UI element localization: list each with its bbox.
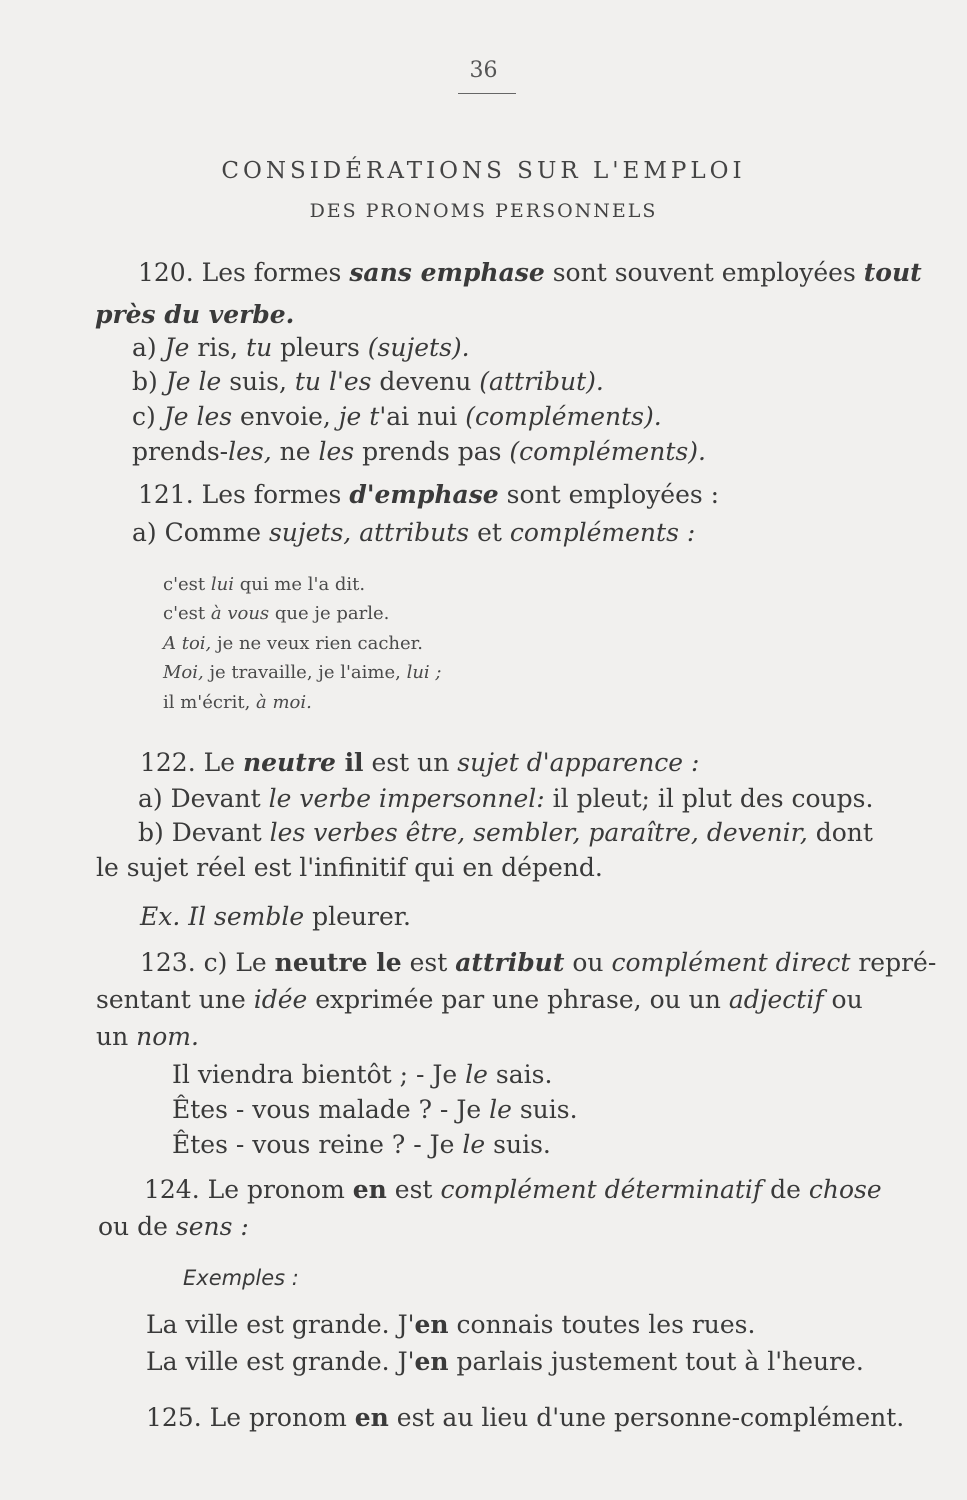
paragraph-120 [138, 258, 922, 288]
text: que je parle. [269, 603, 390, 624]
note: (attribut). [479, 367, 604, 396]
text: ris, [189, 333, 247, 362]
paragraph-122 [140, 748, 699, 778]
text: La ville est grande. J' [146, 1347, 415, 1376]
text: ou de [98, 1212, 176, 1241]
text: prends pas [354, 437, 510, 466]
text: qui me l'a dit. [233, 574, 366, 595]
emphasis: sujet d'apparence : [457, 748, 700, 777]
label: b) Devant [138, 818, 270, 847]
text: connais toutes les rues. [448, 1310, 756, 1339]
emphasis: Il semble [180, 902, 305, 931]
emphasis: attribut [455, 948, 565, 977]
paragraph-125 [146, 1403, 904, 1433]
text: il pleut; il plut des coups. [544, 784, 874, 813]
section-title-line1: CONSIDÉRATIONS SUR L'EMPLOI [221, 158, 746, 184]
emphasis: complément déterminatif [440, 1175, 763, 1204]
text: sont employées : [498, 480, 720, 509]
text: un [96, 1022, 137, 1051]
text: je ne veux rien cacher. [211, 633, 424, 654]
emphasis: le [462, 1130, 486, 1159]
example-121-3 [163, 631, 423, 657]
emphasis: Je [164, 333, 190, 362]
emphasis: le [489, 1095, 512, 1124]
example-124-2 [146, 1347, 864, 1377]
text: sentant une [96, 985, 254, 1014]
example-123-2 [172, 1095, 578, 1125]
text: est [401, 948, 456, 977]
emphasis: chose [808, 1175, 882, 1204]
emphasis: Je le [165, 367, 222, 396]
label: a) Devant [138, 784, 269, 813]
text: je travaille, je l'aime, [203, 662, 407, 683]
emphasis: en [414, 1310, 449, 1339]
text: suis. [511, 1095, 578, 1124]
section-title-line2: DES PRONOMS PERSONNELS [309, 200, 658, 222]
emphasis: tout [863, 258, 922, 287]
example-123-1 [172, 1060, 552, 1090]
text: Êtes - vous malade ? - Je [172, 1095, 490, 1124]
emphasis: complément direct [611, 948, 851, 977]
emphasis: sans emphase [349, 258, 545, 287]
note: (sujets). [367, 333, 470, 362]
text: Êtes - vous reine ? - Je [172, 1130, 463, 1159]
paragraph-123 [140, 948, 936, 978]
emphasis: je t' [338, 402, 387, 431]
para-number: 125. Le pronom [146, 1403, 355, 1432]
emphasis: compléments : [509, 518, 696, 547]
text: parlais justement tout à l'heure. [448, 1347, 864, 1376]
emphasis: à vous [210, 603, 270, 624]
emphasis: neutre [242, 748, 336, 777]
examples-label: Exemples : [183, 1266, 299, 1290]
text: il m'écrit, [163, 692, 257, 713]
emphasis: neutre [274, 948, 368, 977]
emphasis: les verbes être, sembler, paraître, devenir, [269, 818, 808, 847]
paragraph-122-b-cont: le sujet réel est l'infinitif qui en dépend. [96, 853, 603, 882]
text: envoie, [232, 402, 339, 431]
text: sont souvent employées [544, 258, 864, 287]
text: devenu [371, 367, 480, 396]
note: (compléments). [465, 402, 662, 431]
text: est [386, 1175, 441, 1204]
text: ai nui [386, 402, 466, 431]
example-121-1 [163, 572, 365, 598]
example-123-3 [172, 1130, 551, 1160]
page-number-rule [458, 93, 516, 94]
label: b) [132, 367, 166, 396]
paragraph-122-b [138, 818, 873, 848]
text: pleurs [272, 333, 368, 362]
emphasis: d'emphase [349, 480, 499, 509]
paragraph-124 [144, 1175, 882, 1205]
example-121-2 [163, 601, 389, 627]
example-120-d [132, 437, 706, 467]
paragraph-124-line2 [98, 1212, 249, 1242]
example-121-5 [163, 690, 312, 716]
emphasis: lui [210, 574, 234, 595]
label: a) [132, 333, 165, 362]
label: Ex. [140, 902, 181, 931]
example-121-4 [163, 660, 441, 686]
text: repré- [850, 948, 937, 977]
label: c) [132, 402, 164, 431]
emphasis: le [465, 1060, 488, 1089]
emphasis: adjectif [728, 985, 824, 1014]
text: ou [564, 948, 612, 977]
text: prends- [132, 437, 229, 466]
paragraph-123-line3 [96, 1022, 199, 1052]
example-120-c [132, 402, 662, 432]
para-number: 120. [138, 258, 202, 287]
emphasis: les, [228, 437, 272, 466]
emphasis: Moi, [163, 662, 204, 683]
paragraph-121-a [132, 518, 695, 548]
emphasis: les [318, 437, 355, 466]
text: est au lieu d'une personne-complément. [388, 1403, 905, 1432]
text: Il viendra bientôt ; - Je [172, 1060, 466, 1089]
example-124-1 [146, 1310, 755, 1340]
text: ne [271, 437, 319, 466]
text: ou [823, 985, 863, 1014]
text: c'est [163, 574, 211, 595]
label: a) Comme [132, 518, 269, 547]
text: La ville est grande. J' [146, 1310, 415, 1339]
example-120-b [132, 367, 604, 397]
text: de [762, 1175, 809, 1204]
emphasis: en [354, 1403, 389, 1432]
para-number: 123. c) Le [140, 948, 275, 977]
para-number: 124. Le pronom [144, 1175, 353, 1204]
emphasis: Je les [163, 402, 233, 431]
paragraph-122-a [138, 784, 873, 814]
paragraph-120-cont: près du verbe. [95, 300, 295, 329]
text: Les formes [201, 480, 350, 509]
emphasis: en [414, 1347, 449, 1376]
example-122 [140, 902, 411, 932]
emphasis: sujets, attributs [268, 518, 470, 547]
text: Les formes [201, 258, 350, 287]
text: dont [807, 818, 873, 847]
emphasis: lui ; [406, 662, 442, 683]
text: sais. [487, 1060, 553, 1089]
example-120-a [132, 333, 470, 363]
emphasis: à moi. [256, 692, 312, 713]
text: est un [363, 748, 458, 777]
emphasis: A toi, [163, 633, 212, 654]
emphasis: le verbe impersonnel: [268, 784, 545, 813]
page-number: 36 [469, 58, 498, 83]
emphasis: tu [246, 333, 273, 362]
paragraph-123-line2 [96, 985, 863, 1015]
emphasis: en [352, 1175, 387, 1204]
paragraph-121 [138, 480, 719, 510]
emphasis: sens : [175, 1212, 249, 1241]
emphasis: tu l'es [294, 367, 372, 396]
text: pleurer. [304, 902, 411, 931]
para-number: 121. [138, 480, 202, 509]
emphasis: idée [253, 985, 308, 1014]
text: et [469, 518, 510, 547]
text: suis, [221, 367, 295, 396]
emphasis: nom. [136, 1022, 199, 1051]
emphasis: il [335, 748, 364, 777]
text: c'est [163, 603, 211, 624]
emphasis: le [367, 948, 402, 977]
text: suis. [485, 1130, 551, 1159]
para-number: 122. Le [140, 748, 243, 777]
note: (compléments). [509, 437, 706, 466]
text: exprimée par une phrase, ou un [307, 985, 729, 1014]
